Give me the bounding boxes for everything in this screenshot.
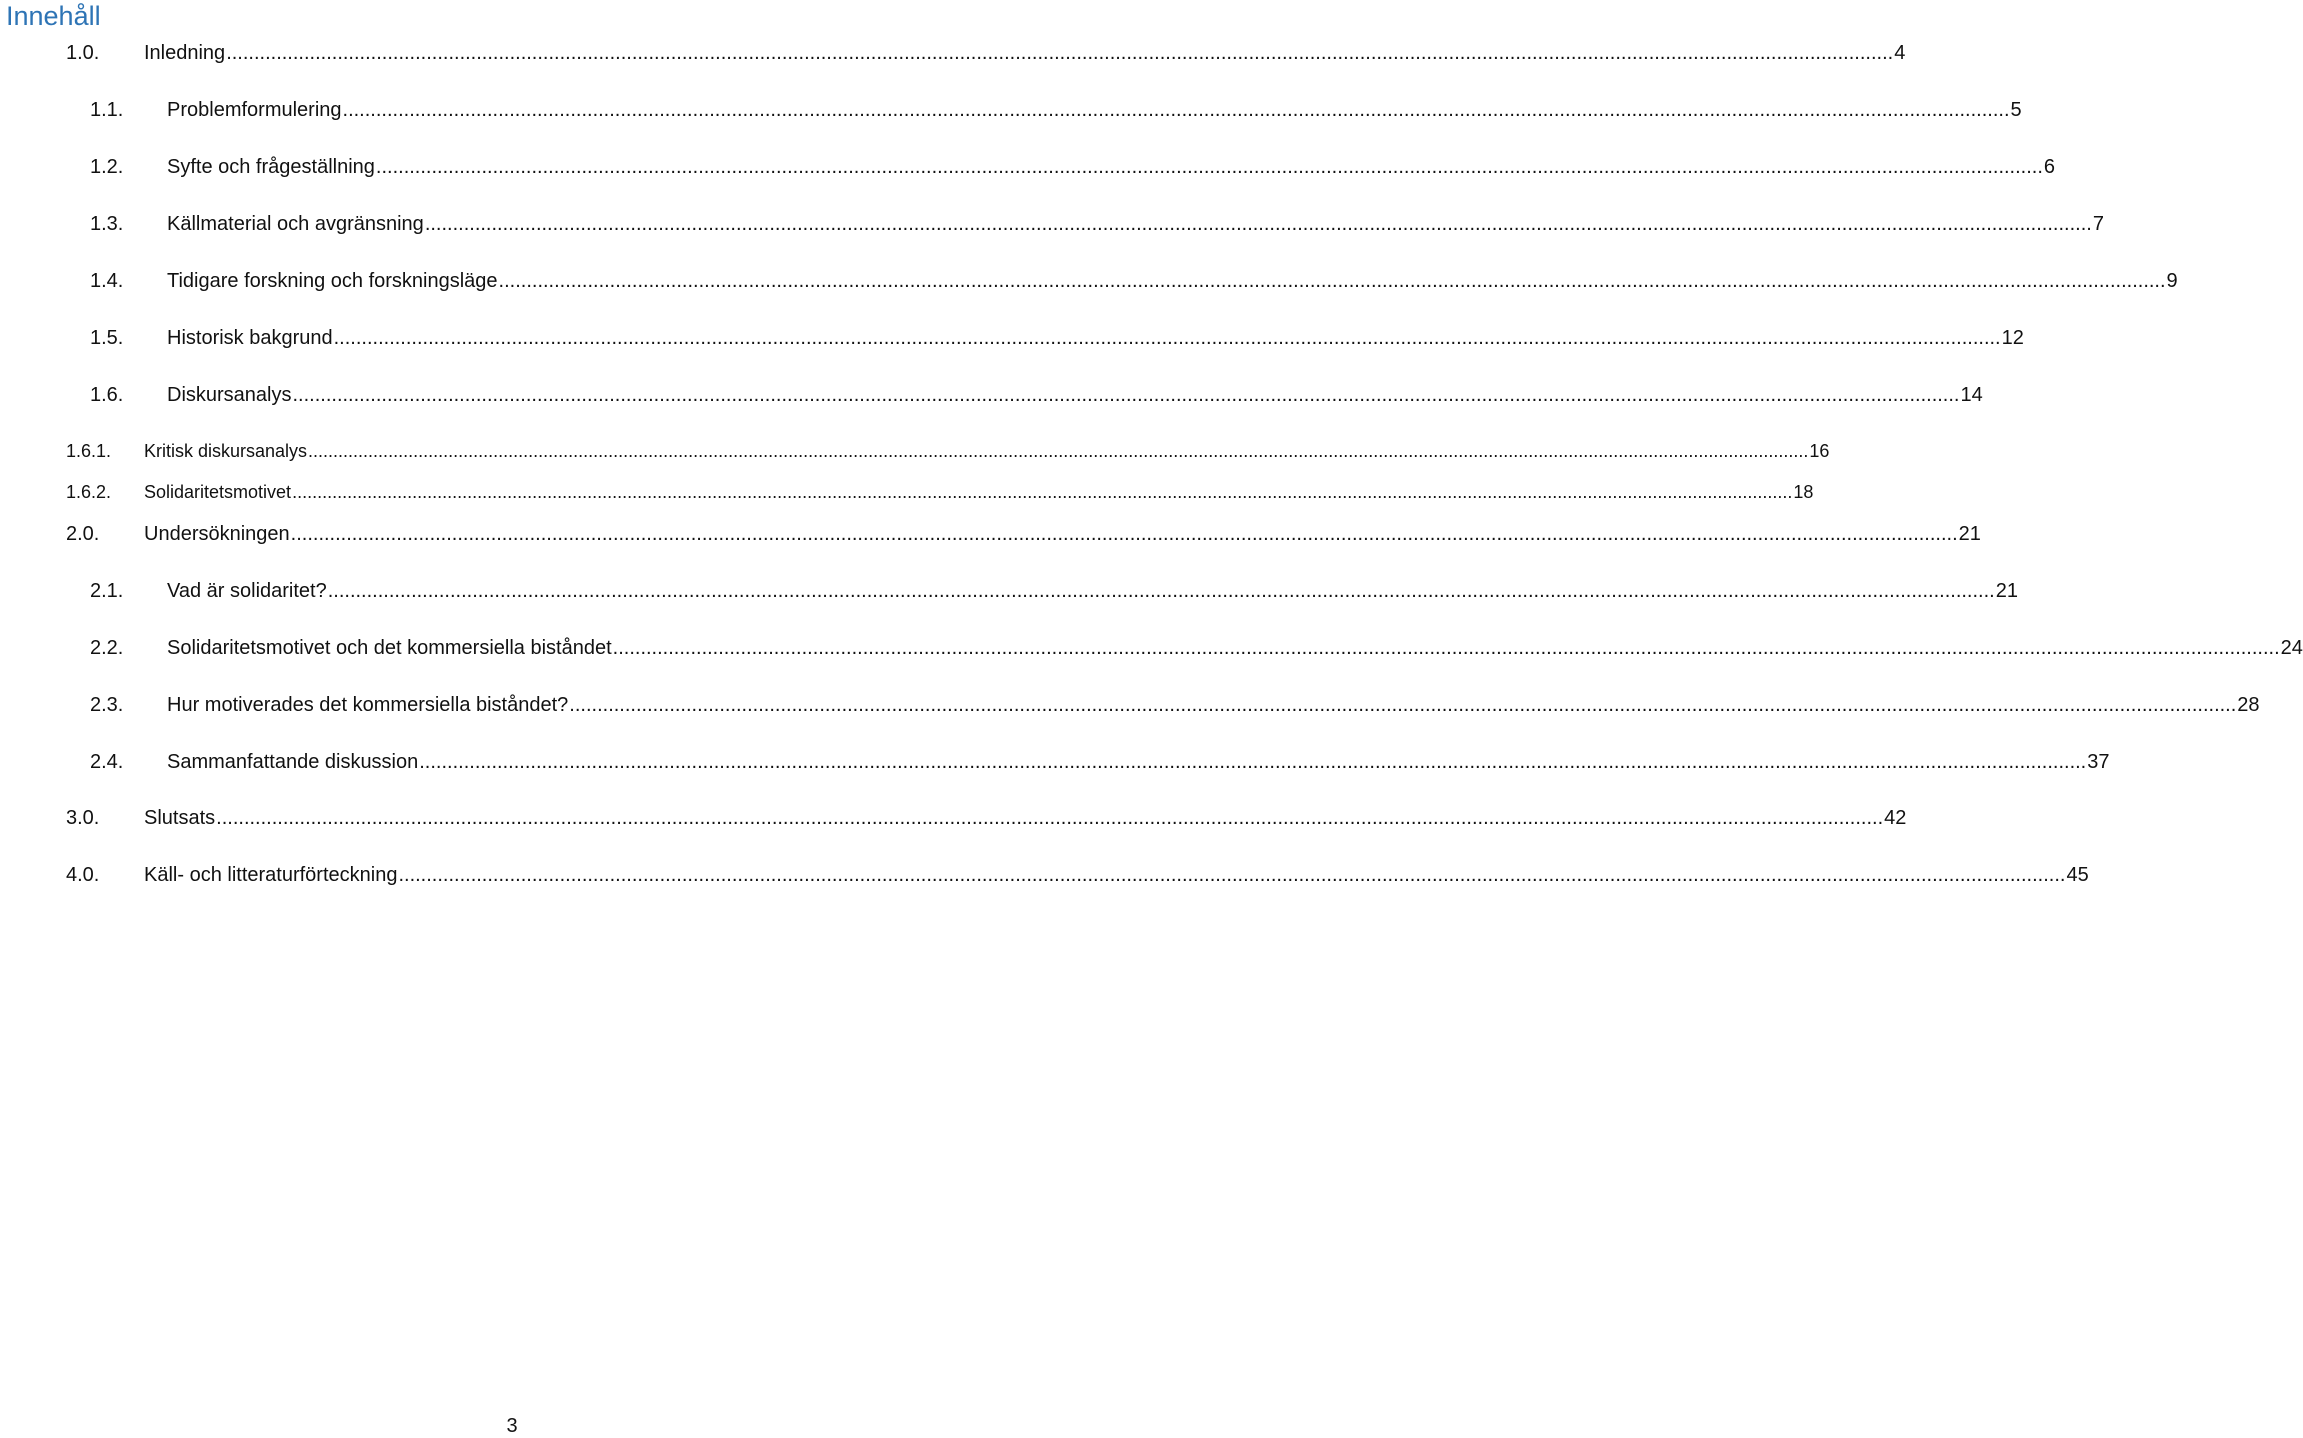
toc-entry-number: 3.0. (66, 807, 100, 829)
toc-entry-page: 9 (2166, 270, 2178, 292)
toc-entry-title: Syfte och frågeställning (167, 156, 375, 178)
toc-entry[interactable] (90, 210, 2104, 238)
toc-entry[interactable] (66, 520, 1981, 548)
toc-entry-number: 2.1. (90, 580, 124, 602)
toc-entry-page: 42 (1884, 807, 1907, 829)
toc-entry[interactable] (90, 691, 2260, 719)
toc-entry-leader: ............................................................................................................................................................................................................................................................................................................ (292, 482, 1793, 502)
toc-entry-leader: ............................................................................................................................................................................................................................................................................................................ (333, 327, 2001, 349)
toc-entry-title: Slutsats (144, 807, 216, 829)
toc-entry-title: Problemformulering (167, 99, 342, 121)
toc-entry-leader: ............................................................................................................................................................................................................................................................................................................ (292, 384, 1960, 406)
toc-entry-page: 28 (2237, 694, 2260, 716)
toc-entry-page: 16 (1809, 441, 1830, 461)
toc-entry[interactable] (66, 39, 1906, 67)
toc-entry-title: Kritisk diskursanalys (144, 441, 308, 461)
toc-entry-title: Inledning (144, 42, 226, 64)
toc-entry-title: Käll- och litteraturförteckning (144, 864, 398, 886)
toc-entry-number: 2.0. (66, 523, 100, 545)
toc-entry-leader: ............................................................................................................................................................................................................................................................................................................ (419, 751, 2087, 773)
toc-entry-page: 7 (2092, 213, 2104, 235)
toc-entry-title: Undersökningen (144, 523, 290, 545)
toc-entry-number: 1.0. (66, 42, 100, 64)
toc-entry-leader: ............................................................................................................................................................................................................................................................................................................ (342, 99, 2010, 121)
toc-entry-number: 2.3. (90, 694, 124, 716)
toc-entry-number: 2.4. (90, 751, 124, 773)
toc-entry-leader: ............................................................................................................................................................................................................................................................................................................ (569, 694, 2237, 716)
toc-entry-leader: ............................................................................................................................................................................................................................................................................................................ (226, 42, 1894, 64)
toc-entry-page: 12 (2001, 327, 2024, 349)
toc-entry-title: Historisk bakgrund (167, 327, 333, 349)
toc-entry-number: 1.4. (90, 270, 124, 292)
toc-entry[interactable] (90, 748, 2110, 776)
toc-heading: Innehåll (6, 1, 101, 31)
toc-entry-title: Hur motiverades det kommersiella biståndet? (167, 694, 569, 716)
toc-entry[interactable] (90, 634, 2303, 662)
toc-entry-leader: ............................................................................................................................................................................................................................................................................................................ (308, 441, 1809, 461)
toc-entry-page: 5 (2010, 99, 2022, 121)
toc-entry-leader: ............................................................................................................................................................................................................................................................................................................ (216, 807, 1884, 829)
toc-entry-page: 4 (1894, 42, 1906, 64)
page-number: 3 (506, 1415, 518, 1437)
toc-entry-number: 1.6.2. (66, 482, 112, 502)
toc-entry-number: 1.3. (90, 213, 124, 235)
toc-entry[interactable] (66, 437, 1830, 465)
toc-entry-number: 1.6. (90, 384, 124, 406)
toc-entry[interactable] (66, 478, 1814, 506)
toc-entry-title: Solidaritetsmotivet och det kommersiella biståndet (167, 637, 612, 659)
toc-entry[interactable] (90, 96, 2022, 124)
toc-entry-number: 1.5. (90, 327, 124, 349)
toc-entry[interactable] (90, 267, 2178, 295)
toc-entry-title: Tidigare forskning och forskningsläge (167, 270, 498, 292)
toc-entry-title: Källmaterial och avgränsning (167, 213, 424, 235)
toc-entry-page: 45 (2066, 864, 2089, 886)
toc-entry-page: 6 (2043, 156, 2056, 178)
toc-entry[interactable] (90, 324, 2024, 352)
toc-entry-leader: ............................................................................................................................................................................................................................................................................................................ (290, 523, 1958, 545)
toc-entry-title: Vad är solidaritet? (167, 580, 327, 602)
toc-entry[interactable] (66, 804, 1907, 832)
toc-entry-leader: ............................................................................................................................................................................................................................................................................................................ (375, 156, 2043, 178)
toc-entry-page: 14 (1960, 384, 1983, 406)
toc-entry-title: Solidaritetsmotivet (144, 482, 292, 502)
toc-entry[interactable] (90, 153, 2056, 181)
toc-entry-title: Sammanfattande diskussion (167, 751, 419, 773)
toc-entry-leader: ............................................................................................................................................................................................................................................................................................................ (327, 580, 1995, 602)
toc-entry-leader: ............................................................................................................................................................................................................................................................................................................ (612, 637, 2280, 659)
toc-entry-page: 18 (1793, 482, 1814, 502)
toc-entry-number: 1.6.1. (66, 441, 112, 461)
toc-entry-number: 4.0. (66, 864, 100, 886)
toc-entry-number: 1.1. (90, 99, 124, 121)
toc-entry-leader: ............................................................................................................................................................................................................................................................................................................ (424, 213, 2092, 235)
toc-entry-leader: ............................................................................................................................................................................................................................................................................................................ (398, 864, 2066, 886)
toc-entry-number: 2.2. (90, 637, 124, 659)
toc-entry-page: 37 (2087, 751, 2110, 773)
toc-entry-title: Diskursanalys (167, 384, 292, 406)
toc-entry[interactable] (66, 861, 2089, 889)
toc-entry-leader: ............................................................................................................................................................................................................................................................................................................ (498, 270, 2166, 292)
toc-entry-number: 1.2. (90, 156, 124, 178)
toc-entry-page: 21 (1995, 580, 2018, 602)
toc-entry-page: 21 (1958, 523, 1981, 545)
toc-entry[interactable] (90, 381, 1983, 409)
toc-entry[interactable] (90, 577, 2018, 605)
toc-entry-page: 24 (2280, 637, 2303, 659)
